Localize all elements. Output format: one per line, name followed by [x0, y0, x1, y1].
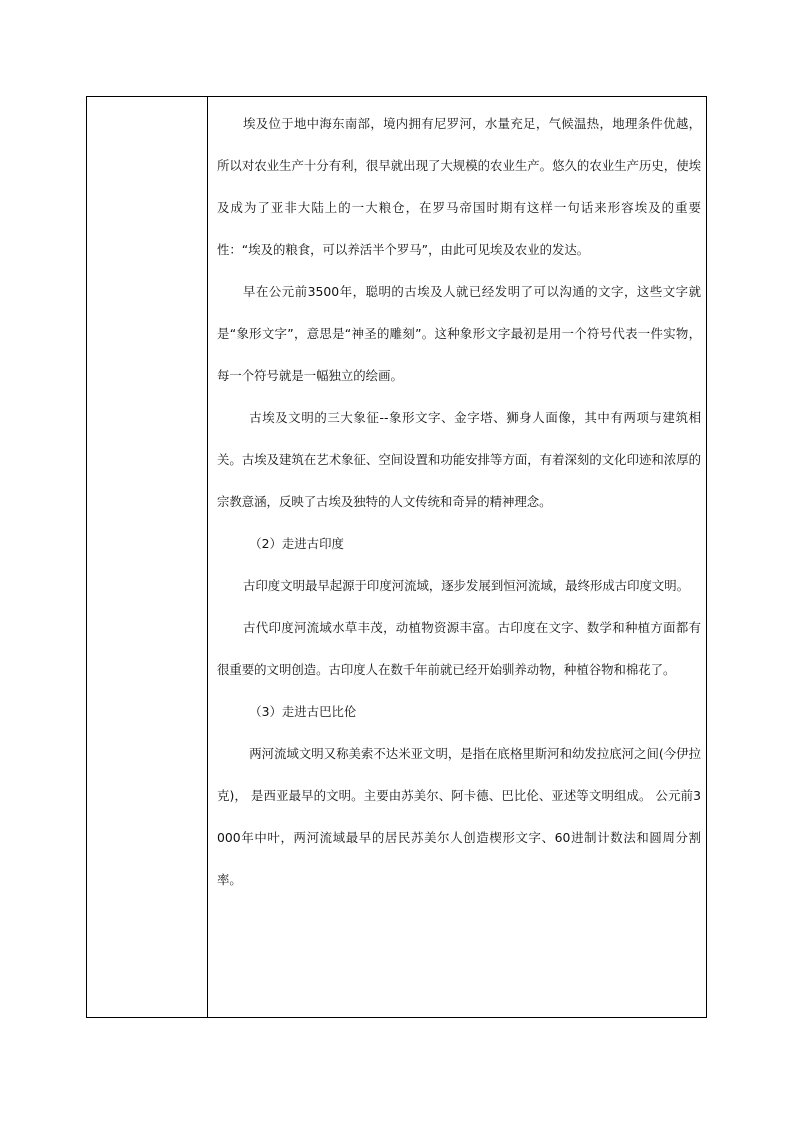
- paragraph-mesopotamia: 两河流域文明又称美索不达米亚文明，是指在底格里斯河和幼发拉底河之间(今伊拉克)， 是西亚最早的文明。主要由苏美尔、阿卡德、巴比伦、亚述等文明组成。 公元前3000年中叶，两河流域最早的居民苏美尔人创造楔形文字、60进制计数法和圆周分割率。: [217, 746, 701, 887]
- document-table: [86, 96, 707, 1018]
- paragraph-egypt-hieroglyphs: 早在公元前3500年，聪明的古埃及人就已经发明了可以沟通的文字，这些文字就是“象形文字”，意思是“神圣的雕刻”。这种象形文字最初是用一个符号代表一件实物，每一个符号就是一幅独立的绘画。: [217, 284, 701, 383]
- paragraph-india-creations: 古代印度河流域水草丰茂，动植物资源丰富。古印度在文字、数学和种植方面都有很重要的文明创造。古印度人在数千年前就已经开始驯养动物，种植谷物和棉花了。: [217, 620, 701, 677]
- paragraph-india-origin: 古印度文明最早起源于印度河流域，逐步发展到恒河流域，最终形成古印度文明。: [243, 578, 690, 593]
- heading-ancient-india: （2）走进古印度: [249, 536, 344, 551]
- content-cell: [209, 97, 707, 1017]
- left-column-cell: [87, 97, 208, 1017]
- heading-ancient-babylon: （3）走进古巴比伦: [249, 704, 357, 719]
- paragraph-egypt-agriculture: 埃及位于地中海东南部，境内拥有尼罗河，水量充足，气候温热，地理条件优越，所以对农业生产十分有利，很早就出现了大规模的农业生产。悠久的农业生产历史，使埃及成为了亚非大陆上的一大粮仓，在罗马帝国时期有这样一句话来形容埃及的重要性：“埃及的粮食，可以养活半个罗马”，由此可见埃及农业的发达。: [217, 116, 701, 257]
- paragraph-egypt-symbols: 古埃及文明的三大象征--象形文字、金字塔、狮身人面像，其中有两项与建筑相关。古埃及建筑在艺术象征、空间设置和功能安排等方面，有着深刻的文化印迹和浓厚的宗教意涵，反映了古埃及独特的人文传统和奇异的精神理念。: [217, 410, 701, 509]
